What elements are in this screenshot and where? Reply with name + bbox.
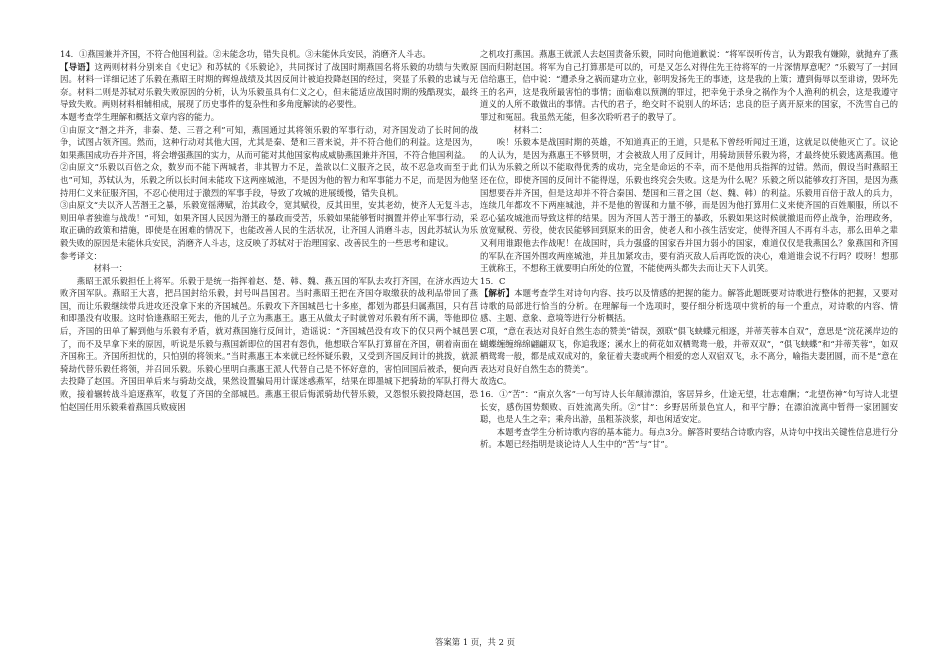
translation-2: 唉！乐毅本是战国时期的英雄，不知道真正的王道，只是私下曾经听闻过王道，这就足以使他灭亡了。议论的人认为，是因为燕惠王不够贤明，才会被敌人用了反间计，用骑劫顶替乐毅为将，才最终使乐毅逃离燕国。他们认为乐毅之所以不能取得优秀的成功，完全是命运的不幸，而不是他用兵指挥的过错。然而，假设当时燕昭王还在位，即使齐国的反间计不能得逞，乐毅也终究会失败。这是为什么呢？乐毅之所以能够攻打齐国，是因为燕国想要吞并齐国，但是这却并不符合秦国、楚国和三晋之国（赵、魏、韩）的利益。乐毅用百倍于敌人的兵力，连续几年都攻不下两座城池，并不是他的智谋和力量不够，而是因为他打算用仁义来使齐国的百姓顺服，所以不忍心猛攻城池而导致这样的结果。因为齐国人苦于湣王的暴政，乐毅如果这时候就撤退而停止战争，治理政务，放宽赋税、劳役，使农民能够回到原来的田舍，使老人和小孩生活安定，使得齐国人不再有斗志，那么田单之辈又利用谁跟他去作战呢！在战国时，兵力强盛的国家吞并国力弱小的国家，难道仅仅是我燕国么？象燕国和齐国的军队在齐国外围攻两座城池，并且加紧攻击，要有消灭敌人后再吃饭的决心，难道谁会说不行吗？哎呀！想那王就称王，不想称王就要明白所处的位置，不能使两头都失去而让天下人讥笑。 [480,137,898,274]
analysis-tag: 【解析】 [480,288,515,299]
q15-conclusion: 故选C。 [480,376,512,387]
material-1-label: 材料一： [93,263,128,274]
q15-option-c: C项，“意在表达对良好自然生态的赞美”错误，颈联“俱飞蛱蝶元相逐，并蒂芙蓉本自双”，意思是“浣花溪岸边的蝴蝶缠缠绵绵翩翩双飞，你追我逐；溪水上的荷花如双栖鸳鸯一般，并蒂双双”，“俱飞蛱蝶”和“并蒂芙蓉”，如双栖鸳鸯一般，都是成双成对的，象征着夫妻或两个相爱的恋人双宿双飞，永不离分，喻指夫妻团圆，而不是“意在表达对良好自然生态的赞美”。 [480,326,898,374]
q15-analysis [480,287,898,325]
analysis-point-1: ①由原文“湣之并齐，非秦、楚、三晋之利”可知，燕国通过其将领乐毅的军事行动，对齐国发动了长时间的战争，试图占领齐国。然而，这种行动对其他大国，尤其是秦、楚和三晋来说，并不符合他们的利益。这是因为，如果燕国成功吞并齐国，将会增强燕国的实力，从而可能对其他国家构成威胁燕国兼并齐国，不符合他国利益。 [60,124,478,160]
material-2-label: 材料二： [513,124,548,135]
translation-1-continued: 之机攻打燕国。燕惠王就派人去赵国责备乐毅，同时向他道歉说：“将军误听传言，认为跟我有嫌隙，就抛弃了燕国而归附赵国。将军为自己打算那是可以的，可是又怎么对得住先王待将军的一片深情厚意呢？”乐毅写了一封回信给惠王，信中说：“遭杀身之祸而建功立业，彰明发扬先王的事迹，这是我的上策；遭到侮辱以至诽谤，毁坏先王的名声，这是我所最害怕的事情；面临难以预测的罪过，把幸免于杀身之祸作为个人渔利的机会，这是我遵守道义的人所不敢做出的事情。古代的君子，绝交时不说别人的坏话；忠良的臣子离开原来的国家，不洗雪自己的罪过和冤屈。我虽然无能，但多次聆听君子的教导了。 [480,49,898,122]
page-footer: 答案第 1 页，共 2 页 [435,637,515,647]
q15-analysis-text: 本题考查学生对诗句内容、技巧以及情感的把握的能力。解答此题既要对诗歌进行整体的把握，又要对诗歌的局部进行恰当的分析。在理解每一个选项时，要仔细分析选项中赏析的每一个重点，对诗歌的内容、情感、主题、意象、意境等进行分析概括。 [480,288,899,324]
q14-answer: 14．①燕国兼并齐国，不符合他国利益。②未能念功，错失良机。③未能休兵安民，消磨齐人斗志。 [60,49,431,59]
guide-paragraph [60,61,478,111]
intro-text: 本题考查学生理解和概括文章内容的能力。 [60,111,220,122]
q16-answer: 16．①“苦”：“南京久客”一句写诗人长年颠沛漂泊，客居异乡，仕途无望，壮志难酬；“北望伤神”句写诗人北望长安，感伤国势颓败、百姓流离失所。②“甘”：乡野居所景色宜人，和平宁静；在漂泊流离中暂得一家团圆安聪，也是人生之幸；乘舟出游，虽粗茶淡浆，却也闲适安定。 [480,389,898,425]
analysis-point-3: ③由原文“夫以齐人苦湣王之暴，乐毅宽徭薄赋，治其政令，宽其赋役，反其田里，安其老幼，使齐人无复斗志，则田单者独谁与战哉！”可知，如果齐国人民因为湣王的暴政而受苦，乐毅如果能够暂时搁置并停止军事行动，采取正确的政策和措施，即使是在困难的情况下，也能改善人民的生活状况，让齐国人消磨斗志，因此苏轼认为乐毅失败的原因是未能休兵安民，消磨齐人斗志，这反映了苏轼对于治理国家、改善民生的一些思考和建议。 [60,200,478,248]
guide-tag: 【导语】 [60,61,95,72]
left-column [60,48,478,413]
translation-1: 燕昭王派乐毅担任上将军。乐毅于是统一指挥着赵、楚、韩、魏、燕五国的军队去攻打齐国，在济水西边大败齐国军队。燕昭王大喜，把吕国封给乐毅，封号叫昌国君。当时燕昭王把在齐国夺取缴获的战利品带回了燕国，而让乐毅继续带兵进攻还没拿下来的齐国城邑。乐毅攻下齐国城邑七十多座，都划为郡县归属燕国，只有莒和即墨没有收服。这时恰逢燕昭王死去，他的儿子立为燕惠王。惠王从做太子时就曾对乐毅有所不满，等他即位后，齐国的田单了解到他与乐毅有矛盾，就对燕国施行反间计，造谣说：“齐国城邑没有攻下的仅只两个城邑罢了，而不及早拿下来的原因，听说是乐毅与燕国新即位的国君有怨仇，他想联合军队打算留在齐国，朝着南面在齐国称王。齐国所担忧的，只怕别的将领来。”当时燕惠王本来就已经怀疑乐毅，又受到齐国反间计的挑拨，就派骑劫代替乐毅任将领，并召回乐毅。乐毅心里明白燕惠王派人代替自己是不怀好意的，害怕回国后被杀，便向西去投降了赵国。齐国田单后来与骑劫交战，果然设置骗局用计谋迷惑燕军，结果在即墨城下把骑劫的军队打得大败，接着辗转战斗追逐燕军，收复了齐国的全部城邑。燕惠王很后悔派骑劫代替乐毅，又怨恨乐毅投降赵国，恐怕赵国任用乐毅乘着燕国兵败疲困 [60,275,478,412]
right-column [480,48,898,451]
reference-translation-label: 参考译文： [60,250,102,261]
q16-analysis: 本题考查学生分析诗歌内容的基本能力。每点3分。解答时要结合诗歌内容，从诗句中找出关键性信息进行分析。本题已经指明是谈论诗人人生中的“苦”与“甘”。 [480,426,898,450]
guide-text: 这两则材料分别来自《史记》和苏轼的《乐毅论》，共同探讨了战国时期燕国名将乐毅的功绩与失败原因。材料一详细记述了乐毅在燕昭王时期的辉煌战绩及其因反间计被迫投降赵国的经过，突显了乐毅的忠诚与无奈。材料二则是苏轼对乐毅失败原因的分析，认为乐毅虽具有仁义之心，但未能适应战国时期的残酷现实，最终导致失败。两则材料相辅相成，展现了历史事件的复杂性和多角度解读的必要性。 [60,61,478,110]
q15-answer: 15．C [480,275,506,286]
analysis-point-2: ②由原文“乐毅以百倍之众，数岁而不能下两城者，非其智力不足，盖欲以仁义服齐之民，故不忍急攻而至于此也”可知，苏轼认为，乐毅之所以长时间未能攻下这两座城池，不是因为他的智力和军事能力不足，而是因为他坚持用仁义来征服齐国，不忍心使用过于激烈的军事手段，导致了攻城的进展缓慢，错失良机。 [60,162,478,198]
